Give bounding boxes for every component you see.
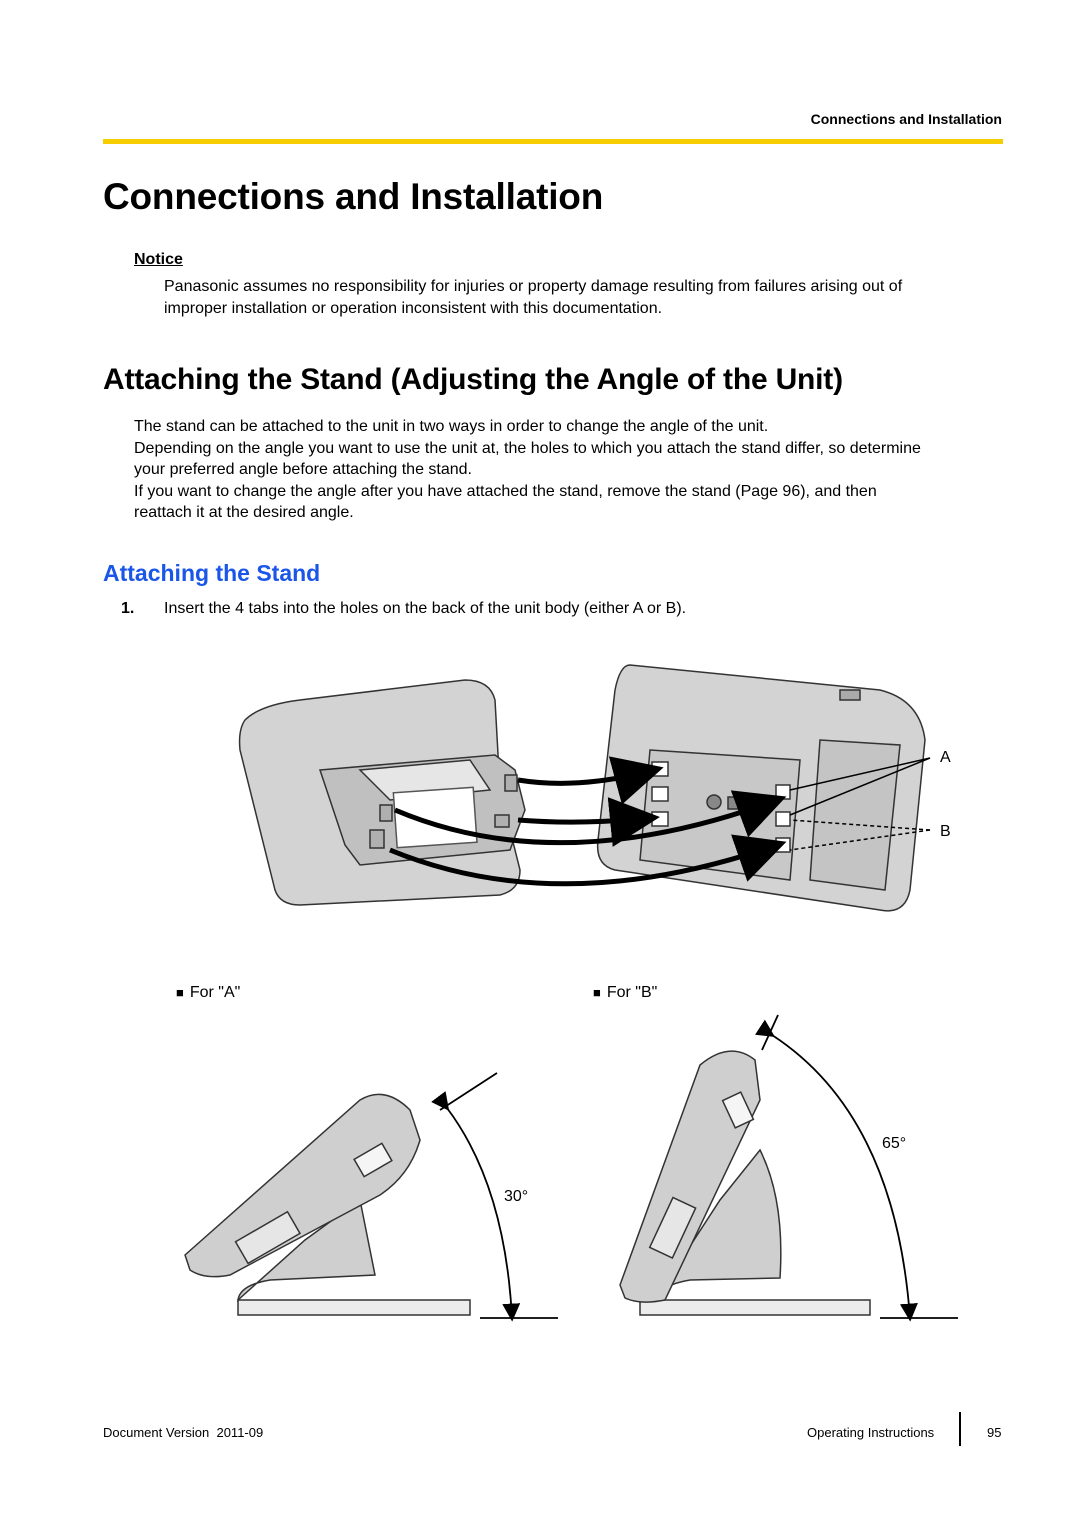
label-b: B [940,823,951,840]
angle-guide-b [762,1015,958,1318]
subsection-title: Attaching the Stand [103,560,321,586]
running-header: Connections and Installation [810,111,1002,127]
stand-drawing [240,680,525,905]
side-view-a [185,1094,470,1315]
notice-line: Panasonic assumes no responsibility for injuries or property damage resulting from failures arising out of [164,278,903,295]
caption-for-a [176,984,240,1002]
angle-guide-a [440,1073,558,1318]
caption-for-a-text: For "A" [189,984,241,1001]
unit-back-drawing [598,665,925,911]
paragraph: The stand can be attached to the unit in two ways in order to change the angle of the unit. [134,418,769,435]
paragraph-line: reattach it at the desired angle. [134,504,354,521]
caption-for-b [593,984,657,1002]
notice-heading: Notice [134,251,183,268]
footer-version-value: 2011-09 [216,1425,264,1440]
page-number: 95 [987,1425,1002,1440]
angle-label-30: 30° [504,1188,529,1205]
footer-divider [959,1412,961,1446]
label-a: A [940,749,951,766]
footer-document-version [103,1425,263,1440]
paragraph-line: your preferred angle before attaching the stand. [134,461,472,478]
step-text: Insert the 4 tabs into the holes on the back of the unit body (either A or B). [164,600,687,617]
footer-version-label: Document Version [103,1425,210,1440]
bullet-icon: ■ [593,985,601,1000]
paragraph-line: If you want to change the angle after you have attached the stand, remove the stand (Page 96), and then [134,483,877,500]
section-title: Attaching the Stand (Adjusting the Angle of the Unit) [103,363,843,396]
caption-for-b-text: For "B" [606,984,658,1001]
angle-label-65: 65° [882,1135,907,1152]
footer-manual-name: Operating Instructions [807,1425,935,1440]
page-title: Connections and Installation [103,176,604,217]
bullet-icon: ■ [176,985,184,1000]
notice-line: improper installation or operation inconsistent with this documentation. [164,300,663,317]
step-number: 1. [121,600,135,617]
paragraph-line: Depending on the angle you want to use the unit at, the holes to which you attach the stand differ, so determine [134,440,921,457]
